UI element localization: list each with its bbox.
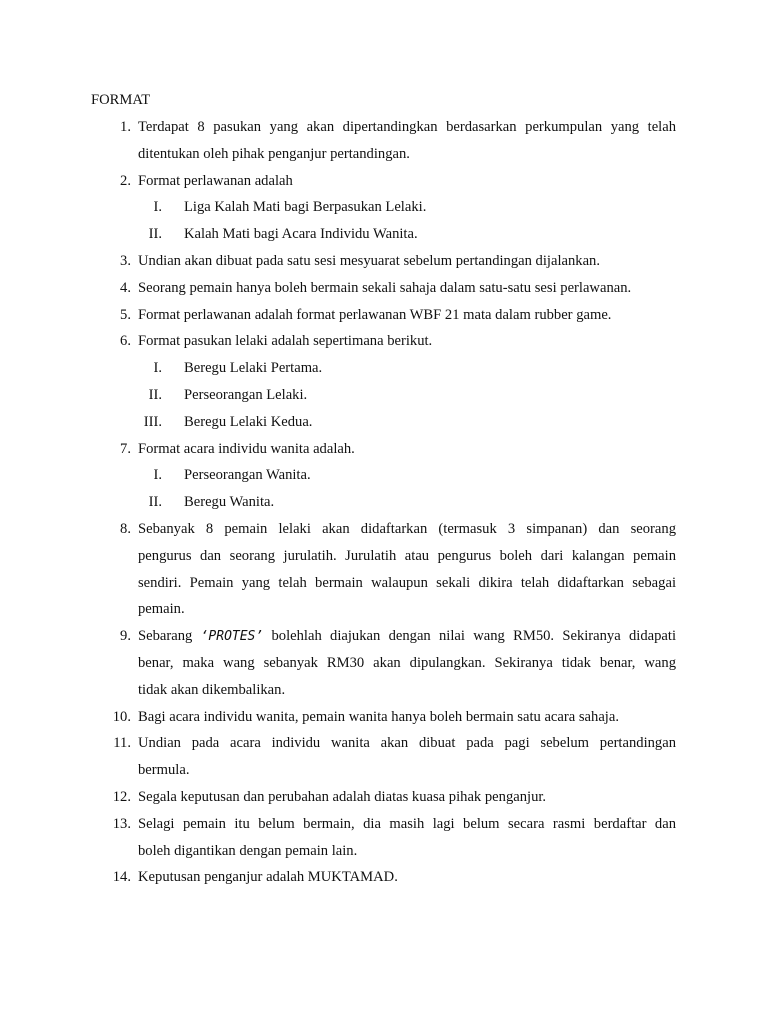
sub-item-number: II. [148,494,162,511]
item-number: 11. [113,735,131,752]
item-text-line: Sebarang ‘PROTES’ bolehlah diajukan dengan nilai wang RM50. Sekiranya didapati [138,628,676,645]
item-text-line: Bagi acara individu wanita, pemain wanita hanya boleh bermain satu acara sahaja. [138,708,619,725]
sub-item-number: I. [153,199,162,216]
item-text-line: Selagi pemain itu belum bermain, dia masih lagi belum secara rasmi berdaftar dan [138,815,676,832]
item-text-line: sendiri. Pemain yang telah bermain walaupun sekali dikira telah didaftarkan sebagai [138,574,676,591]
item-text-line: Format acara individu wanita adalah. [138,440,355,457]
sub-item-text: Beregu Lelaki Kedua. [184,413,313,430]
item-text-line: tidak akan dikembalikan. [138,681,286,698]
item-text-line: Format pasukan lelaki adalah sepertimana berikut. [138,333,433,350]
item-text-line: Sebanyak 8 pemain lelaki akan didaftarkan (termasuk 3 simpanan) dan seorang [138,521,676,537]
item-number: 1. [120,119,131,135]
item-text-line: pemain. [138,601,185,618]
sub-item-number: I. [153,360,162,377]
sub-item-text: Perseorangan Wanita. [184,467,311,484]
item-text-line: benar, maka wang sebanyak RM30 akan dipulangkan. Sekiranya tidak benar, wang [138,655,676,671]
item-text-line: ditentukan oleh pihak penganjur pertandingan. [138,145,410,162]
item-number: 7. [120,440,131,457]
sub-item-text: Beregu Wanita. [184,494,275,511]
item-text-line: boleh digantikan dengan pemain lain. [138,842,358,859]
sub-item-text: Perseorangan Lelaki. [184,387,308,403]
item-number: 9. [120,628,131,645]
item-number: 4. [120,279,131,296]
item-text-line: Undian pada acara individu wanita akan dibuat pada pagi sebelum pertandingan [138,735,676,752]
sub-item-number: II. [148,226,162,243]
item-text-line: Undian akan dibuat pada satu sesi mesyuarat sebelum pertandingan dijalankan. [138,253,600,269]
item-number: 10. [112,708,131,725]
item-number: 2. [120,172,131,189]
item-number: 5. [120,306,131,323]
item-number: 8. [120,521,131,537]
item-number: 6. [120,333,131,350]
item-text-line: Format perlawanan adalah [138,172,293,189]
item-text-line: pengurus dan seorang jurulatih. Jurulatih atau pengurus boleh dari kalangan pemain [138,547,676,564]
item-number: 3. [120,253,131,269]
item-text-line: Format perlawanan adalah format perlawanan WBF 21 mata dalam rubber game. [138,306,612,323]
sub-item-text: Liga Kalah Mati bagi Berpasukan Lelaki. [184,199,427,216]
sub-item-number: II. [148,387,162,403]
sub-item-text: Beregu Lelaki Pertama. [184,360,323,377]
sub-item-number: I. [153,467,162,484]
item-number: 13. [112,815,131,832]
sub-item-number: III. [143,413,162,430]
item-text-line: Seorang pemain hanya boleh bermain sekali sahaja dalam satu-satu sesi perlawanan. [138,279,632,296]
item-text-line: Keputusan penganjur adalah MUKTAMAD. [138,869,398,886]
protes-label: ‘PROTES’ [200,629,264,645]
item-number: 12. [112,789,131,805]
item-text-line: Terdapat 8 pasukan yang akan dipertandingkan berdasarkan perkumpulan yang telah [138,119,676,135]
document-title: FORMAT [91,92,151,108]
item-number: 14. [112,869,131,886]
item-text-line: Segala keputusan dan perubahan adalah diatas kuasa pihak penganjur. [138,789,547,805]
item-text-line: bermula. [138,762,190,779]
sub-item-text: Kalah Mati bagi Acara Individu Wanita. [184,226,418,243]
